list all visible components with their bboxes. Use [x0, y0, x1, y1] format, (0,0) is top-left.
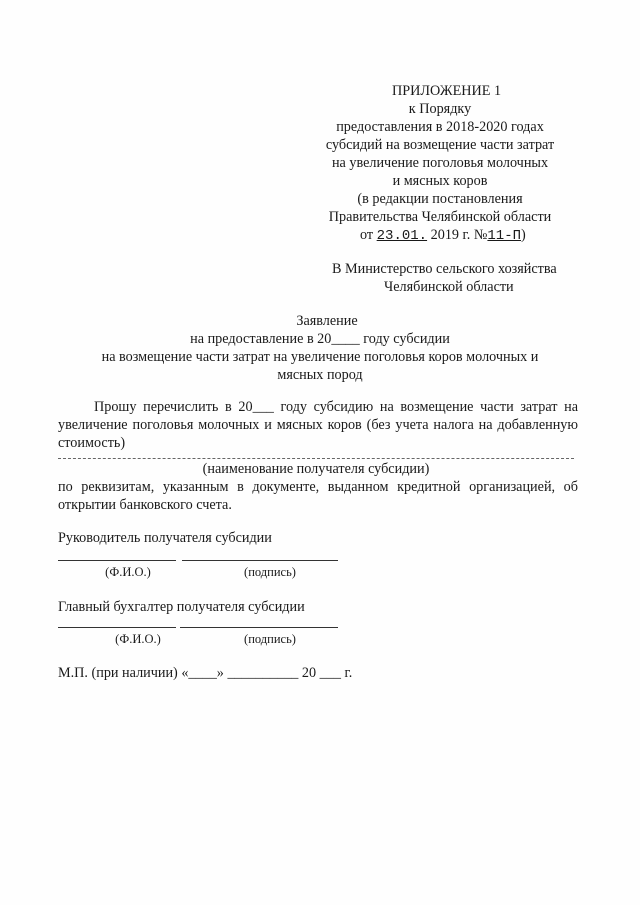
appendix-resolution-line: [360, 226, 526, 245]
recipient-caption: (наименование получателя субсидии): [202, 461, 430, 477]
appendix-line-6: (в редакции постановления: [357, 191, 523, 207]
accountant-label: Главный бухгалтер получателя субсидии: [58, 599, 305, 615]
resolution-close: ): [521, 227, 526, 243]
addressee-line-1: В Министерство сельского хозяйства: [332, 261, 557, 277]
resolution-year: 2019 г. №: [430, 227, 488, 243]
addressee-line-2: Челябинской области: [384, 279, 514, 295]
resolution-date: 23.01.: [376, 228, 428, 244]
accountant-fio-caption: (Ф.И.О.): [115, 632, 161, 646]
appendix-line-7: Правительства Челябинской области: [328, 209, 552, 225]
appendix-title: ПРИЛОЖЕНИЕ 1: [392, 83, 502, 99]
statement-title: Заявление: [296, 313, 358, 329]
head-signature-caption: (подпись): [244, 565, 296, 579]
statement-subtitle-1: на предоставление в 20____ году субсидии: [190, 331, 450, 347]
statement-subtitle-2: на возмещение части затрат на увеличение поголовья коров молочных и: [101, 349, 539, 365]
appendix-line-1: к Порядку: [408, 101, 472, 117]
head-fio-line: [58, 560, 176, 561]
from-prefix: от: [360, 227, 374, 243]
head-fio-caption: (Ф.И.О.): [105, 565, 151, 579]
stamp-date-line: М.П. (при наличии) «____» __________ 20 ___ г.: [58, 665, 353, 681]
accountant-signature-line: [180, 627, 338, 628]
appendix-line-5: и мясных коров: [392, 173, 488, 189]
accountant-signature-caption: (подпись): [244, 632, 296, 646]
recipient-name-line: [58, 458, 574, 459]
accountant-fio-line: [58, 627, 176, 628]
head-signature-line: [182, 560, 338, 561]
head-label: Руководитель получателя субсидии: [58, 530, 272, 546]
statement-subtitle-3: мясных пород: [277, 367, 363, 383]
appendix-line-3: субсидий на возмещение части затрат: [325, 137, 555, 153]
appendix-line-4: на увеличение поголовья молочных: [331, 155, 549, 171]
resolution-number: 11-П: [487, 228, 522, 244]
bank-details-paragraph: по реквизитам, указанным в документе, выданном кредитной организацией, об открытии банковского счета.: [58, 479, 578, 513]
request-paragraph: Прошу перечислить в 20___ году субсидию на возмещение части затрат на увеличение поголовья молочных и мясных коров (без учета налога на добавленную стоимость): [58, 399, 578, 451]
appendix-line-2: предоставления в 2018-2020 годах: [336, 119, 544, 135]
